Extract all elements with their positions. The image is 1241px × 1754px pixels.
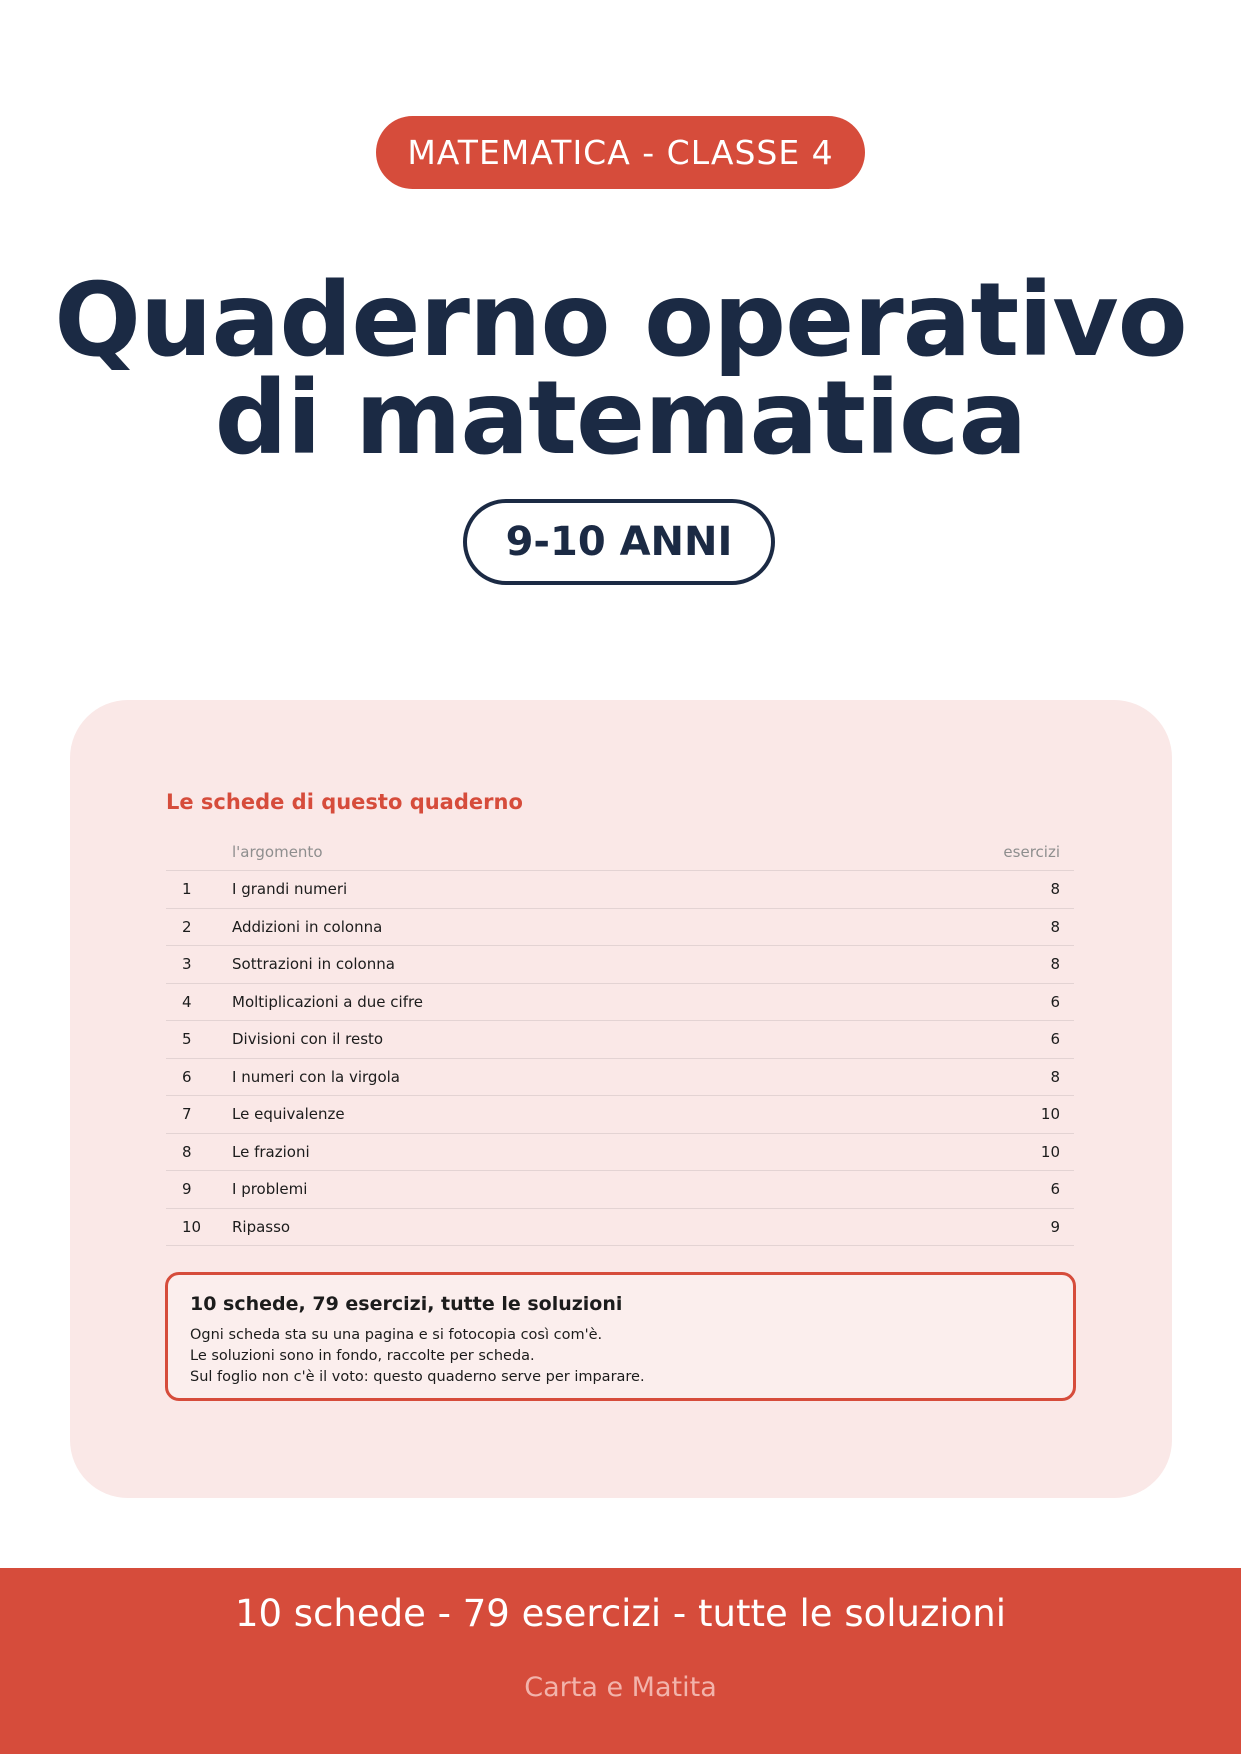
age-badge: 9-10 ANNI [463, 499, 775, 585]
row-number: 5 [182, 1030, 192, 1049]
note-line: Ogni scheda sta su una pagina e si fotocopia così com'è. [190, 1327, 603, 1343]
page-title [0, 261, 1241, 478]
contents-heading: Le schede di questo quaderno [166, 790, 523, 814]
note-line: Sul foglio non c'è il voto: questo quaderno serve per imparare. [190, 1369, 645, 1385]
row-topic: I grandi numeri [232, 880, 348, 899]
row-exercises: 6 [1050, 1030, 1060, 1049]
row-number: 7 [182, 1105, 192, 1124]
row-number: 3 [182, 955, 192, 974]
row-exercises: 8 [1050, 955, 1060, 974]
footer-band [0, 1568, 1241, 1754]
summary-note [165, 1272, 1076, 1401]
row-topic: Ripasso [232, 1217, 291, 1236]
row-topic: Addizioni in colonna [232, 917, 383, 936]
row-number: 1 [182, 880, 192, 899]
table-row [166, 909, 1074, 947]
row-number: 6 [182, 1067, 192, 1086]
contents-panel [70, 700, 1172, 1498]
table-row [166, 1059, 1074, 1097]
row-number: 9 [182, 1180, 192, 1199]
row-number: 4 [182, 992, 192, 1011]
row-exercises: 9 [1050, 1217, 1060, 1236]
row-topic: I numeri con la virgola [232, 1067, 400, 1086]
title-line-2: di matematica [214, 359, 1027, 478]
row-exercises: 10 [1040, 1105, 1060, 1124]
footer-tagline: 10 schede - 79 esercizi - tutte le soluzioni [234, 1592, 1007, 1635]
row-number: 10 [182, 1217, 202, 1236]
row-number: 2 [182, 917, 192, 936]
table-row [166, 984, 1074, 1022]
table-row [166, 1021, 1074, 1059]
table-header [166, 834, 1074, 871]
table-row [166, 871, 1074, 909]
row-exercises: 10 [1040, 1142, 1060, 1161]
row-topic: Divisioni con il resto [232, 1030, 384, 1049]
table-row [166, 1171, 1074, 1209]
row-exercises: 8 [1050, 1067, 1060, 1086]
publisher-name: Carta e Matita [524, 1672, 717, 1703]
header-exercises: esercizi [1003, 843, 1060, 861]
row-exercises: 8 [1050, 917, 1060, 936]
row-topic: Le frazioni [232, 1142, 310, 1161]
row-number: 8 [182, 1142, 192, 1161]
contents-table [166, 834, 1074, 1246]
row-exercises: 6 [1050, 1180, 1060, 1199]
title-line-1: Quaderno operativo [54, 261, 1187, 380]
table-row [166, 946, 1074, 984]
subject-badge: MATEMATICA - CLASSE 4 [376, 116, 865, 189]
table-row [166, 1209, 1074, 1247]
row-exercises: 8 [1050, 880, 1060, 899]
row-topic: Sottrazioni in colonna [232, 955, 395, 974]
note-title: 10 schede, 79 esercizi, tutte le soluzioni [190, 1293, 623, 1315]
row-topic: Moltiplicazioni a due cifre [232, 992, 424, 1011]
table-row [166, 1096, 1074, 1134]
row-exercises: 6 [1050, 992, 1060, 1011]
note-line: Le soluzioni sono in fondo, raccolte per scheda. [190, 1348, 535, 1364]
header-topic: l'argomento [232, 843, 323, 861]
table-row [166, 1134, 1074, 1172]
row-topic: Le equivalenze [232, 1105, 345, 1124]
row-topic: I problemi [232, 1180, 308, 1199]
